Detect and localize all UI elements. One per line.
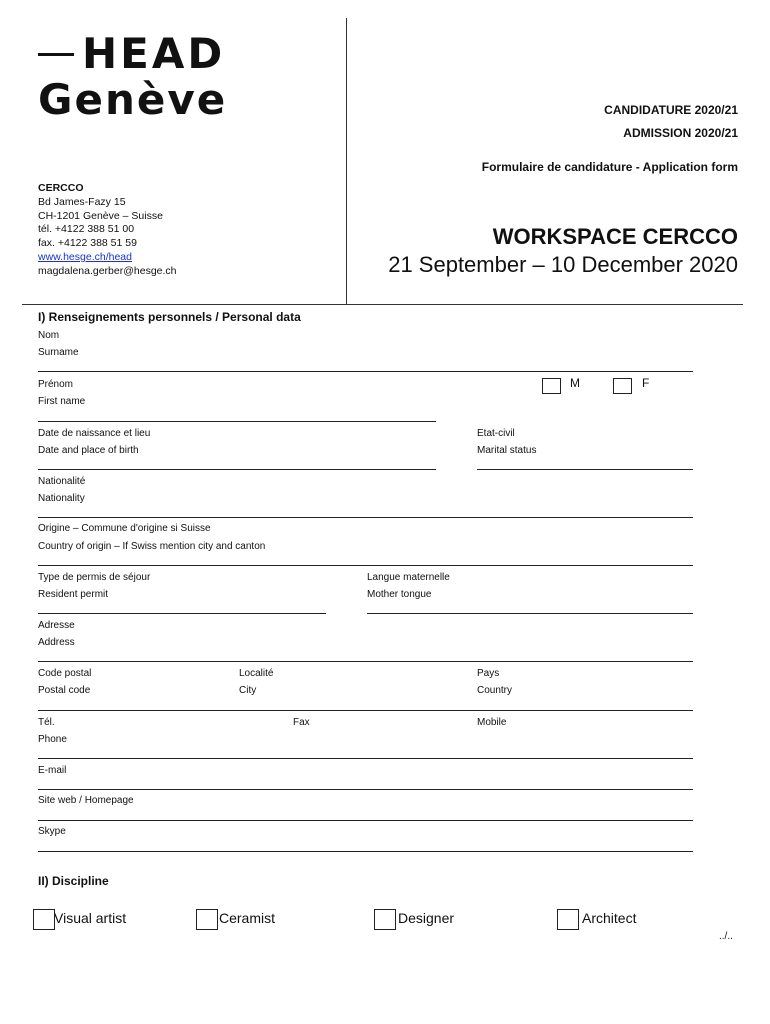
first-name-field[interactable] xyxy=(38,421,436,422)
label-email: E-mail xyxy=(38,765,67,776)
header-vertical-divider xyxy=(346,18,347,304)
candidature-label: CANDIDATURE 2020/21 xyxy=(604,103,738,117)
workspace-title: WORKSPACE CERCCO xyxy=(492,224,738,249)
address-block xyxy=(38,182,177,279)
visual-artist-checkbox[interactable] xyxy=(33,909,55,930)
label-first-name: First name xyxy=(38,396,86,407)
phone-fax-mobile-field[interactable] xyxy=(38,758,693,759)
website-link[interactable]: www.hesge.ch/head xyxy=(38,250,132,263)
label-country-fr: Pays xyxy=(477,668,500,679)
label-address-fr: Adresse xyxy=(38,620,75,631)
label-lang-en: Mother tongue xyxy=(367,589,432,600)
address-tel: tél. +4122 388 51 00 xyxy=(38,223,135,236)
address-email: magdalena.gerber@hesge.ch xyxy=(38,264,177,277)
postal-city-country-field[interactable] xyxy=(38,710,693,711)
logo-head: HEAD xyxy=(82,29,226,78)
nationality-field[interactable] xyxy=(38,517,693,518)
label-nat-en: Nationality xyxy=(38,493,85,504)
label-birth-fr: Date de naissance et lieu xyxy=(38,428,151,439)
address-street: Bd James-Fazy 15 xyxy=(38,195,126,208)
logo-dash xyxy=(38,53,74,56)
label-surname: Surname xyxy=(38,347,79,358)
gender-f-checkbox[interactable] xyxy=(613,378,632,394)
architect-checkbox[interactable] xyxy=(557,909,579,930)
label-civil-fr: Etat-civil xyxy=(477,428,515,439)
gender-m-checkbox[interactable] xyxy=(542,378,561,394)
birth-field[interactable] xyxy=(38,469,436,470)
label-city-en: City xyxy=(239,685,257,696)
logo-geneve: Genève xyxy=(38,75,228,124)
architect-label: Architect xyxy=(582,910,637,926)
form-title: Formulaire de candidature - Application form xyxy=(481,160,738,174)
label-city-fr: Localité xyxy=(239,668,274,679)
label-origin-fr: Origine – Commune d'origine si Suisse xyxy=(38,523,211,534)
label-prenom: Prénom xyxy=(38,379,74,390)
designer-checkbox[interactable] xyxy=(374,909,396,930)
ceramist-checkbox[interactable] xyxy=(196,909,218,930)
email-field[interactable] xyxy=(38,789,693,790)
origin-field[interactable] xyxy=(38,565,693,566)
address-org: CERCCO xyxy=(38,182,84,194)
label-permit-fr: Type de permis de séjour xyxy=(38,572,151,583)
ceramist-label: Ceramist xyxy=(219,910,276,926)
permit-field[interactable] xyxy=(38,613,326,614)
label-postal-fr: Code postal xyxy=(38,668,92,679)
label-postal-en: Postal code xyxy=(38,685,91,696)
label-permit-en: Resident permit xyxy=(38,589,109,600)
label-nat-fr: Nationalité xyxy=(38,476,86,487)
workspace-dates: 21 September – 10 December 2020 xyxy=(388,252,738,277)
mother-tongue-field[interactable] xyxy=(367,613,693,614)
label-mobile: Mobile xyxy=(477,717,507,728)
continuation-mark: ../.. xyxy=(719,931,733,942)
website-field[interactable] xyxy=(38,820,693,821)
label-skype: Skype xyxy=(38,826,66,837)
visual-artist-label: Visual artist xyxy=(54,910,127,926)
section-discipline-title: II) Discipline xyxy=(38,874,109,888)
address-field[interactable] xyxy=(38,661,693,662)
gender-m-label: M xyxy=(570,376,580,390)
label-address-en: Address xyxy=(38,637,75,648)
label-tel-fr: Tél. xyxy=(38,717,55,728)
label-tel-en: Phone xyxy=(38,734,67,745)
header-horizontal-divider xyxy=(22,304,743,305)
address-fax: fax. +4122 388 51 59 xyxy=(38,237,137,250)
address-city: CH-1201 Genève – Suisse xyxy=(38,209,163,222)
surname-field[interactable] xyxy=(38,371,693,372)
label-country-en: Country xyxy=(477,685,513,696)
label-birth-en: Date and place of birth xyxy=(38,445,139,456)
label-nom: Nom xyxy=(38,330,60,341)
gender-f-label: F xyxy=(642,376,650,390)
section-personal-title: I) Renseignements personnels / Personal data xyxy=(38,310,301,324)
label-lang-fr: Langue maternelle xyxy=(367,572,450,583)
designer-label: Designer xyxy=(398,910,455,926)
label-fax: Fax xyxy=(293,717,310,728)
label-website: Site web / Homepage xyxy=(38,795,134,806)
label-civil-en: Marital status xyxy=(477,445,537,456)
admission-label: ADMISSION 2020/21 xyxy=(623,126,738,140)
skype-field[interactable] xyxy=(38,851,693,852)
label-origin-en: Country of origin – If Swiss mention city and canton xyxy=(38,541,266,552)
marital-field[interactable] xyxy=(477,469,693,470)
